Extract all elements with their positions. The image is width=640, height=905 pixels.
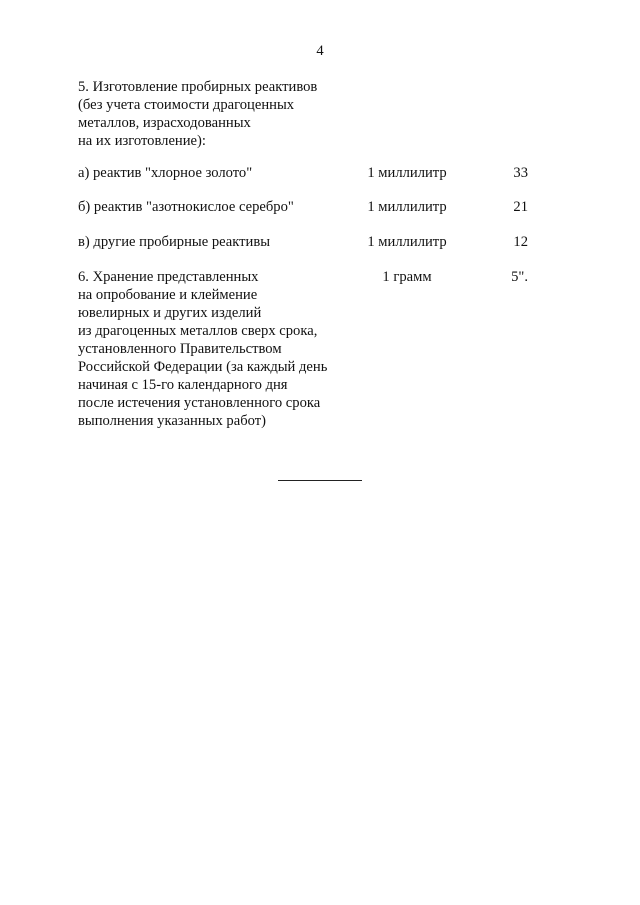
fee-row-label: в) другие пробирные реактивы <box>78 234 271 250</box>
item-5-heading-line: 5. Изготовление пробирных реактивов <box>78 79 318 95</box>
item-6-line: выполнения указанных работ) <box>78 413 266 429</box>
item-6-line: 6. Хранение представленных <box>78 269 259 285</box>
item-6-line: Российской Федерации (за каждый день <box>78 359 328 375</box>
item-6-line: на опробование и клеймение <box>78 287 258 303</box>
fee-row-silver-nitrate <box>0 198 640 216</box>
item-6-description <box>78 268 378 430</box>
item-5-heading-line: (без учета стоимости драгоценных <box>78 97 295 113</box>
fee-row-chloride-gold <box>0 164 640 182</box>
fee-row-other-reagents <box>0 233 640 251</box>
fee-row-unit: 1 миллилитр <box>367 199 447 215</box>
fee-row-unit: 1 миллилитр <box>367 165 447 181</box>
item-5-heading-line: металлов, израсходованных <box>78 115 251 131</box>
fee-row-price: 33 <box>513 165 528 181</box>
item-6-line: после истечения установленного срока <box>78 395 321 411</box>
fee-row-label: а) реактив "хлорное золото" <box>78 165 253 181</box>
item-5-heading <box>78 78 378 150</box>
item-6-line: начиная с 15-го календарного дня <box>78 377 288 393</box>
page-number: 4 <box>316 43 324 59</box>
item-6-price: 5". <box>511 269 528 285</box>
item-6-unit: 1 грамм <box>382 269 432 285</box>
closing-divider-line <box>278 480 362 481</box>
item-6-values <box>0 268 640 286</box>
item-5-heading-line: на их изготовление): <box>78 133 206 149</box>
item-6-line: установленного Правительством <box>78 341 282 357</box>
fee-row-price: 12 <box>513 234 528 250</box>
fee-row-unit: 1 миллилитр <box>367 234 447 250</box>
item-6-line: ювелирных и других изделий <box>78 305 262 321</box>
fee-row-price: 21 <box>513 199 528 215</box>
fee-row-label: б) реактив "азотнокислое серебро" <box>78 199 294 215</box>
item-6-line: из драгоценных металлов сверх срока, <box>78 323 318 339</box>
